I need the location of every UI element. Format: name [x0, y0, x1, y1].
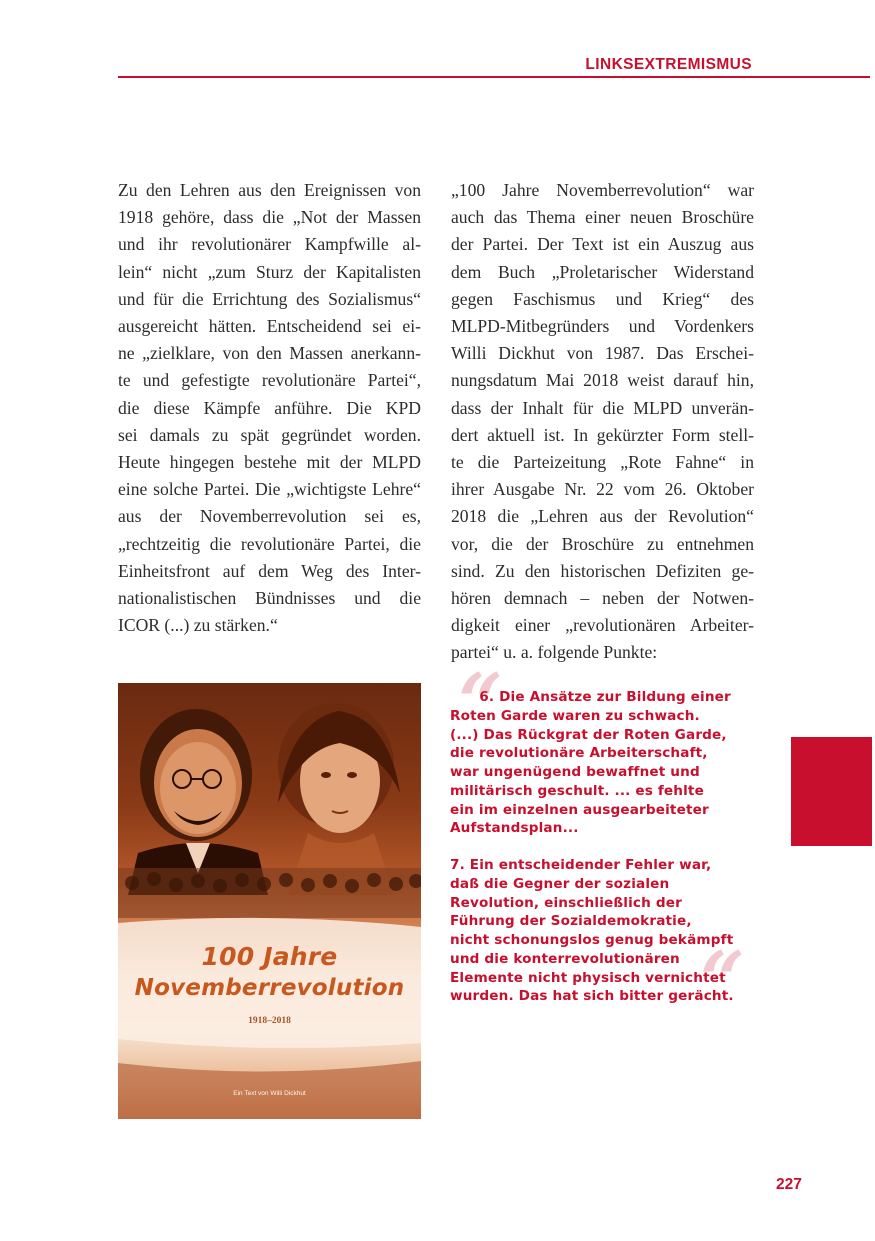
body-text-line: „100 Jahre Novemberrevolution“ war — [451, 180, 754, 200]
quote-line: daß die Gegner der sozialen — [450, 875, 670, 892]
quote-paragraph-6 — [450, 688, 760, 838]
quote-line: wurden. Das hat sich bitter gerächt. — [450, 988, 734, 1005]
quote-line: (...) Das Rückgrat der Roten Garde, — [450, 726, 727, 743]
body-text-line: der Partei. Der Text ist ein Auszug aus — [451, 234, 754, 255]
body-text-line: ne „zielklare, von den Massen anerkann- — [118, 343, 421, 364]
body-text-line: nungsdatum Mai 2018 weist darauf hin, — [451, 370, 754, 391]
quote-line: ein im einzelnen ausgearbeiteter — [450, 801, 709, 818]
body-text-line: dass der Inhalt für die MLPD unverän- — [451, 397, 754, 418]
body-text-line: lein“ nicht „zum Sturz der Kapitalisten — [118, 261, 421, 282]
body-text-line: und für die Errichtung des Sozialismus“ — [118, 288, 421, 309]
quote-open-mark: “ — [458, 657, 503, 748]
body-text-line: partei“ u. a. folgende Punkte: — [451, 642, 658, 663]
quote-line: und die konterrevolutionären — [450, 950, 680, 967]
body-text-line: die diese Kämpfe anführe. Die KPD — [118, 397, 421, 418]
body-text-line: vor, die der Broschüre zu entnehmen — [451, 533, 754, 554]
body-text-line: ICOR (...) zu stärken.“ — [118, 615, 278, 636]
body-text-line: sei damals zu spät gegründet worden. — [118, 424, 421, 445]
quote-line: war ungenügend bewaffnet und — [450, 764, 700, 780]
quote-line: Elemente nicht physisch vernichtet — [450, 969, 726, 986]
pull-quote — [450, 688, 760, 1006]
body-text-line: 2018 die „Lehren aus der Revolution“ — [451, 506, 754, 527]
body-text-line: nationalistischen Bündnisses und die — [118, 588, 421, 609]
body-text-line: eine solche Partei. Die „wichtigste Lehre“ — [118, 479, 421, 500]
body-text-line: dem Buch „Proletarischer Widerstand — [451, 261, 754, 282]
quote-line: Aufstandsplan... — [450, 820, 579, 837]
right-text-column — [451, 177, 754, 667]
quote-line: militärisch geschult. ... es fehlte — [450, 782, 704, 799]
cover-title-line-1: 100 Jahre — [201, 942, 338, 971]
body-text-line: Zu den Lehren aus den Ereignissen von — [118, 180, 421, 200]
quote-line: die revolutionäre Arbeiterschaft, — [450, 745, 708, 762]
body-text-line: 1918 gehöre, dass die „Not der Massen — [118, 207, 421, 228]
quote-line: Roten Garde waren zu schwach. — [450, 707, 700, 724]
quote-line: 7. Ein entscheidender Fehler war, — [450, 857, 712, 873]
quote-line: nicht schonungslos genug bekämpft — [450, 932, 734, 948]
body-text-line: ausgereicht hätten. Entscheidend sei ei- — [118, 316, 421, 337]
section-title: LINKSEXTREMISMUS — [585, 56, 752, 73]
body-text-line: Heute hingegen bestehe mit der MLPD — [118, 452, 421, 473]
body-text-line: Einheitsfront auf dem Weg des Inter- — [118, 560, 421, 581]
body-text-line: Willi Dickhut von 1987. Das Erschei- — [451, 343, 754, 364]
quote-line: Führung der Sozialdemokratie, — [450, 913, 692, 930]
quote-paragraph-7 — [450, 856, 760, 1006]
cover-years: 1918–2018 — [248, 1016, 291, 1026]
body-text-line: hören demnach – neben der Notwen- — [451, 588, 754, 609]
cover-illustration — [118, 683, 421, 1119]
page-number: 227 — [776, 1176, 802, 1193]
body-text-line: „rechtzeitig die revolutionäre Partei, die — [118, 533, 421, 554]
book-cover-image — [118, 683, 421, 1119]
body-text-line: te die Parteizeitung „Rote Fahne“ in — [451, 452, 754, 473]
cover-author-line: Ein Text von Willi Dickhut — [233, 1090, 306, 1097]
body-text-line: aus der Novemberrevolution sei es, — [118, 506, 421, 527]
chapter-thumb-tab — [791, 737, 872, 846]
body-text-line: te und gefestigte revolutionäre Partei“, — [118, 370, 421, 391]
body-text-line: und ihr revolutionärer Kampfwille al- — [118, 234, 421, 255]
body-text-line: MLPD-Mitbegründers und Vordenkers — [451, 316, 754, 337]
body-text-line: ihrer Ausgabe Nr. 22 vom 26. Oktober — [451, 479, 754, 500]
cover-title-line-2: Novemberrevolution — [134, 975, 405, 1001]
quote-line: 6. Die Ansätze zur Bildung einer — [450, 689, 731, 705]
running-head — [118, 56, 870, 78]
quote-close-mark: “ — [700, 935, 745, 1026]
body-text-line: auch das Thema einer neuen Broschüre — [451, 207, 754, 228]
body-text-line: dert aktuell ist. In gekürzter Form stell- — [451, 424, 754, 445]
body-text-line: gegen Faschismus und Krieg“ des — [451, 288, 754, 309]
body-text-line: digkeit einer „revolutionären Arbeiter- — [451, 615, 754, 636]
quote-line: Revolution, einschließlich der — [450, 894, 682, 911]
left-text-column — [118, 177, 421, 639]
body-text-line: sind. Zu den historischen Defiziten ge- — [451, 560, 754, 581]
